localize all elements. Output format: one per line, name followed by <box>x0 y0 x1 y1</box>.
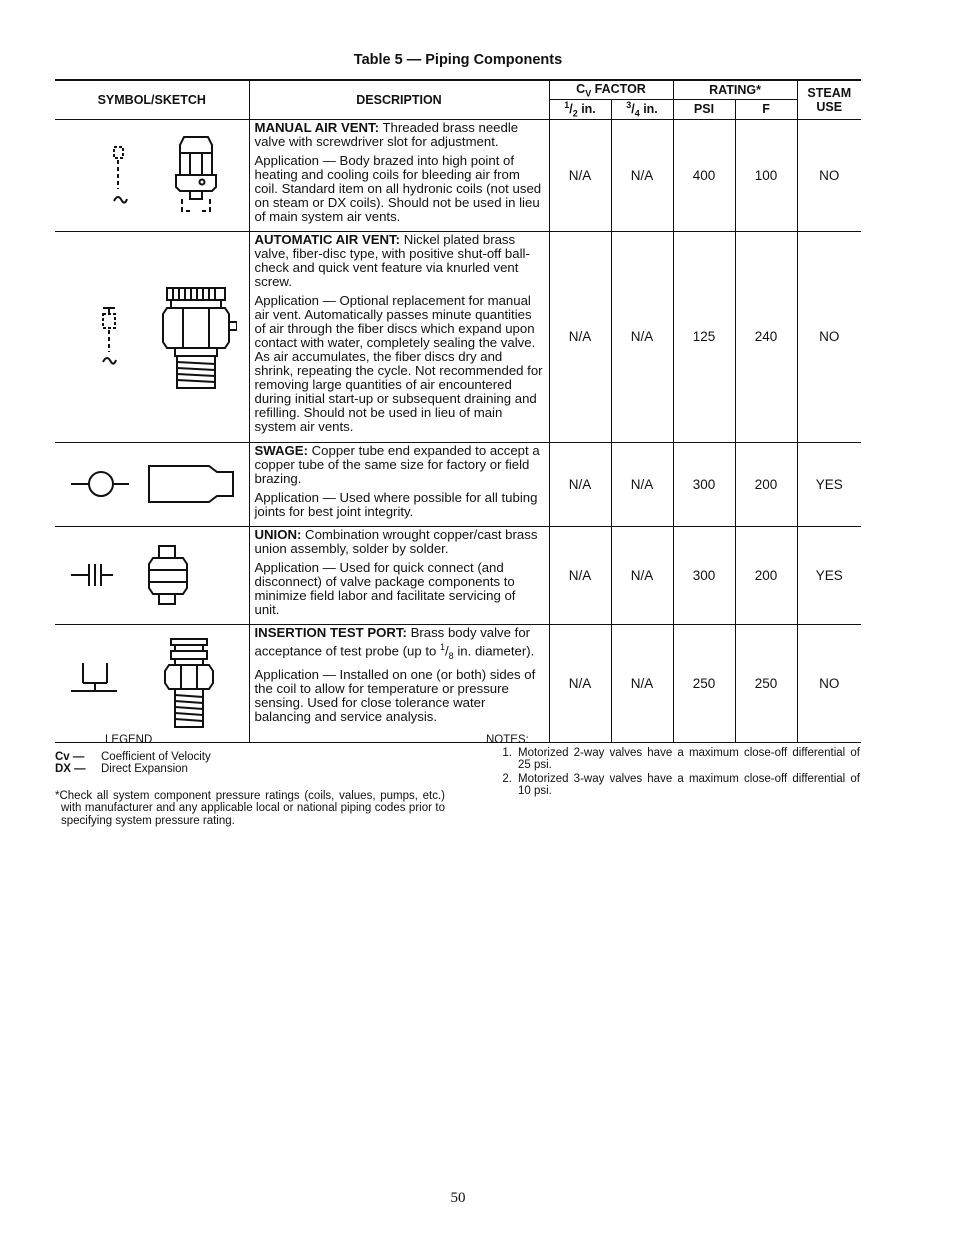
table-row <box>55 526 861 624</box>
cv-half-cell: N/A <box>549 526 611 624</box>
steam-cell: NO <box>797 624 861 742</box>
insertion-test-port-description: INSERTION TEST PORT: Brass body valve for acceptance of test probe (up to $^1/_8$ in. diameter). Application — Installed on one (or both) sides of the coil to allow for temperature or pressure sensing. Used for close tolerance water balancing and service analysis. <box>249 624 549 742</box>
psi-cell: 300 <box>673 442 735 526</box>
psi-cell: 400 <box>673 119 735 231</box>
manual-air-vent-description: MANUAL AIR VENT: Threaded brass needle valve with screwdriver slot for adjustment. Application — Body brazed into high point of heating and cooling coils for bleeding air from coil. Standard item on all hydronic coils (not used on steam or DX coils). Should not be used in lieu of main system air vents. <box>249 119 549 231</box>
f-cell: 240 <box>735 231 797 442</box>
table-row <box>55 442 861 526</box>
legend-title: LEGEND <box>105 734 153 746</box>
cv-half-cell: N/A <box>549 624 611 742</box>
header-steam-use: STEAM USE <box>797 80 861 119</box>
steam-cell: YES <box>797 526 861 624</box>
piping-components-table <box>55 79 861 743</box>
legend-item: Cv — Coefficient of Velocity <box>55 750 211 763</box>
note-item: 2. Motorized 3-way valves have a maximum close-off differential of 10 psi. <box>502 772 860 797</box>
f-cell: 200 <box>735 526 797 624</box>
table-row <box>55 624 861 742</box>
union-sketch <box>55 526 249 624</box>
cv-threeq-cell: N/A <box>611 442 673 526</box>
header-f: F <box>735 100 797 120</box>
cv-half-cell: N/A <box>549 119 611 231</box>
page-number: 50 <box>450 1190 466 1206</box>
swage-sketch <box>55 442 249 526</box>
psi-cell: 125 <box>673 231 735 442</box>
notes-title: NOTES: <box>486 734 529 746</box>
note-item: 1. Motorized 2-way valves have a maximum close-off differential of 25 psi. <box>502 746 860 771</box>
legend <box>55 734 445 827</box>
table-row <box>55 119 861 231</box>
table-title: Table 5 — Piping Components <box>353 52 563 68</box>
header-cv-factor: $C_V$ FACTOR <box>549 80 673 100</box>
notes <box>486 734 860 798</box>
f-cell: 100 <box>735 119 797 231</box>
f-cell: 250 <box>735 624 797 742</box>
swage-description: SWAGE: Copper tube end expanded to accept a copper tube of the same size for factory or field brazing. Application — Used where possible for all tubing joints for best joint integrity. <box>249 442 549 526</box>
union-description: UNION: Combination wrought copper/cast brass union assembly, solder by solder. Application — Used for quick connect (and disconnect) of valve package components to minimize field labor and facilitate servicing of unit. <box>249 526 549 624</box>
cv-threeq-cell: N/A <box>611 231 673 442</box>
cv-threeq-cell: N/A <box>611 624 673 742</box>
table-row <box>55 231 861 442</box>
steam-cell: NO <box>797 231 861 442</box>
automatic-air-vent-sketch <box>55 231 249 442</box>
cv-threeq-cell: N/A <box>611 119 673 231</box>
header-half-inch: $^1/_2$ in. <box>549 100 611 120</box>
cv-threeq-cell: N/A <box>611 526 673 624</box>
psi-cell: 300 <box>673 526 735 624</box>
legend-item: DX — Direct Expansion <box>55 763 188 775</box>
header-psi: PSI <box>673 100 735 120</box>
cv-half-cell: N/A <box>549 231 611 442</box>
automatic-air-vent-description: AUTOMATIC AIR VENT: Nickel plated brass valve, fiber-disc type, with positive shut-off ball-check and quick vent feature via knurled vent screw. Application — Optional replacement for manual air vent. Automatically passes minute quantities of air through the fiber discs which expand upon contact with water, completely sealing the valve. As air accumulates, the fiber discs dry and shrink, repeating the cycle. Not recommended for removing large quantities of air encountered during initial start-up or subsequent draining and refilling. Should not be used in lieu of main system air vents. <box>249 231 549 442</box>
header-description: DESCRIPTION <box>249 80 549 119</box>
header-symbol: SYMBOL/SKETCH <box>55 80 249 119</box>
header-rating: RATING* <box>673 80 797 100</box>
f-cell: 200 <box>735 442 797 526</box>
steam-cell: YES <box>797 442 861 526</box>
rating-footnote: *Check all system component pressure ratings (coils, values, pumps, etc.) with manufacturer and any applicable local or national piping codes prior to specifying system pressure rating. <box>55 789 445 827</box>
cv-half-cell: N/A <box>549 442 611 526</box>
psi-cell: 250 <box>673 624 735 742</box>
manual-air-vent-sketch <box>55 119 249 231</box>
steam-cell: NO <box>797 119 861 231</box>
insertion-test-port-sketch <box>55 624 249 742</box>
header-three-quarter-inch: $^3/_4$ in. <box>611 100 673 120</box>
